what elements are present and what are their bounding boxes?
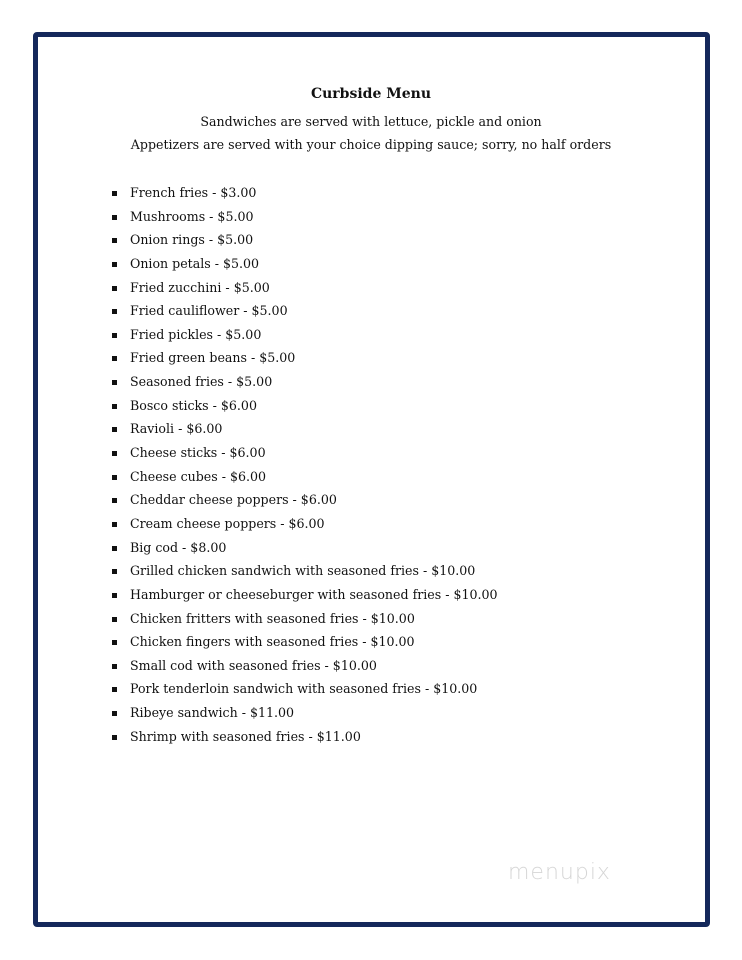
bullet-icon: [112, 380, 117, 385]
bullet-icon: [112, 664, 117, 669]
sandwich-note: Sandwiches are served with lettuce, pickle and onion: [200, 114, 542, 129]
menu-item-label: Shrimp with seasoned fries - $11.00: [130, 728, 361, 744]
bullet-icon: [112, 687, 117, 692]
menu-item-label: Onion petals - $5.00: [130, 255, 260, 271]
menu-item-label: Small cod with seasoned fries - $10.00: [130, 657, 377, 673]
menu-item-label: Big cod - $8.00: [130, 539, 227, 555]
bullet-icon: [112, 617, 117, 622]
menu-item-label: Pork tenderloin sandwich with seasoned fries - $10.00: [130, 681, 478, 697]
menu-item-label: Fried zucchini - $5.00: [130, 279, 270, 295]
bullet-icon: [112, 356, 117, 361]
menu-item-label: Chicken fingers with seasoned fries - $10.00: [130, 634, 415, 650]
bullet-icon: [112, 333, 117, 338]
bullet-icon: [112, 215, 117, 220]
bullet-icon: [112, 451, 117, 456]
menu-item-label: French fries - $3.00: [130, 185, 257, 200]
bullet-icon: [112, 404, 117, 409]
menu-item-label: Cream cheese poppers - $6.00: [130, 515, 325, 531]
bullet-icon: [112, 593, 117, 598]
appetizer-note: Appetizers are served with your choice dipping sauce; sorry, no half orders: [130, 137, 612, 152]
menu-item-label: Grilled chicken sandwich with seasoned fries - $10.00: [130, 563, 476, 579]
bullet-icon: [112, 522, 117, 527]
menu-title: Curbside Menu: [310, 86, 432, 102]
bullet-icon: [112, 262, 117, 267]
bullet-icon: [112, 735, 117, 740]
bullet-icon: [112, 569, 117, 574]
bullet-icon: [112, 475, 117, 480]
bullet-icon: [112, 711, 117, 716]
menu-item-label: Seasoned fries - $5.00: [130, 374, 273, 390]
menu-item-label: Chicken fritters with seasoned fries - $10.00: [130, 610, 415, 626]
menu-item-label: Cheddar cheese poppers - $6.00: [130, 492, 337, 508]
bullet-icon: [112, 191, 117, 196]
bullet-icon: [112, 309, 117, 314]
menu-item-label: Bosco sticks - $6.00: [130, 397, 257, 413]
menu-item-label: Fried cauliflower - $5.00: [130, 303, 288, 319]
menupix-watermark: menupix: [508, 860, 611, 885]
menu-item-label: Fried pickles - $5.00: [130, 326, 262, 342]
bullet-icon: [112, 640, 117, 645]
menu-item-label: Ribeye sandwich - $11.00: [130, 705, 295, 721]
menu-item-label: Mushrooms - $5.00: [130, 208, 254, 224]
bullet-icon: [112, 286, 117, 291]
menu-item-label: Onion rings - $5.00: [130, 232, 254, 248]
bullet-icon: [112, 427, 117, 432]
bullet-icon: [112, 546, 117, 551]
bullet-icon: [112, 238, 117, 243]
menu-item-label: Cheese cubes - $6.00: [130, 468, 267, 484]
menu-item-label: Cheese sticks - $6.00: [130, 445, 266, 461]
menu-item-label: Hamburger or cheeseburger with seasoned fries - $10.00: [130, 586, 498, 602]
menu-item-label: Fried green beans - $5.00: [130, 350, 296, 366]
bullet-icon: [112, 498, 117, 503]
menu-item-label: Ravioli - $6.00: [130, 421, 223, 437]
